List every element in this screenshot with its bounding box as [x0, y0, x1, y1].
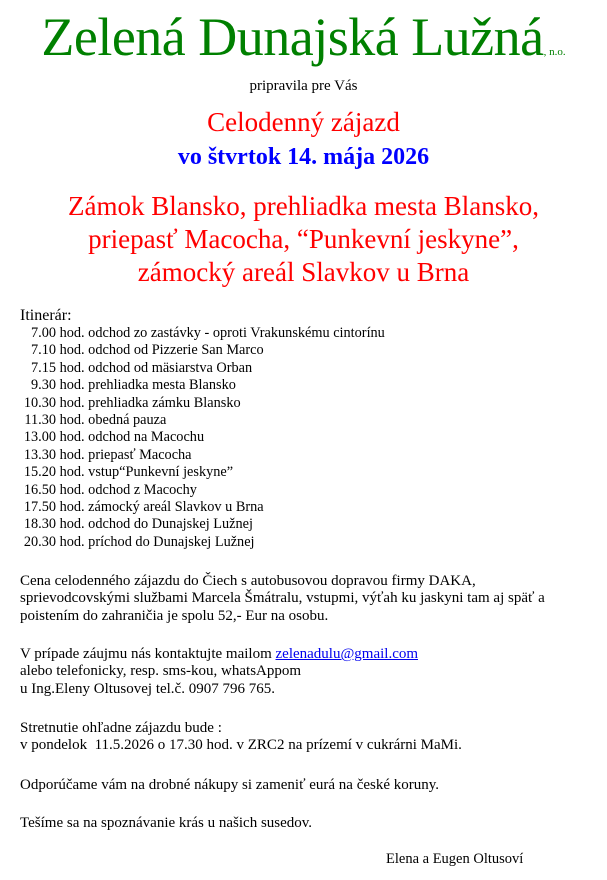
itinerary-time: 17.50	[23, 499, 56, 516]
itinerary-time: 7.10	[30, 342, 56, 359]
itinerary-item	[20, 482, 605, 499]
itinerary-text: hod. priepasť Macocha	[59, 446, 192, 463]
itinerary-item	[20, 464, 605, 481]
itinerary-text: hod. vstup“Punkevní jeskyne”	[59, 464, 234, 481]
itinerary-text: hod. obedná pauza	[59, 412, 167, 429]
itinerary-time: 13.00	[23, 429, 56, 446]
email-link[interactable]: zelenadulu@gmail.com	[275, 646, 419, 662]
itinerary-text: hod. odchod od mäsiarstva Orban	[59, 359, 253, 376]
meeting-details: v pondelok 11.5.2026 o 17.30 hod. v ZRC2 na prízemí v cukrárni MaMi.	[20, 737, 462, 754]
itinerary-text: hod. odchod do Dunajskej Lužnej	[59, 516, 253, 533]
price-line: Cena celodenného zájazdu do Čiech s autobusovou dopravou firmy DAKA,	[20, 573, 476, 589]
itinerary-text: hod. odchod na Macochu	[59, 429, 205, 446]
itinerary-label: Itinerár:	[20, 307, 72, 324]
itinerary-text: hod. prehliadka mesta Blansko	[59, 377, 236, 394]
itinerary-time: 16.50	[23, 481, 56, 498]
itinerary-text: hod. prehliadka zámku Blansko	[59, 394, 241, 411]
itinerary-time: 11.30	[24, 412, 56, 429]
itinerary-item	[20, 412, 605, 429]
itinerary-item	[20, 342, 605, 359]
itinerary-time: 13.30	[23, 446, 56, 463]
itinerary-item	[20, 447, 605, 464]
itinerary-item	[20, 395, 605, 412]
itinerary-item	[20, 377, 605, 394]
itinerary-time: 15.20	[23, 464, 56, 481]
contact-intro: V prípade záujmu nás kontaktujte mailom	[20, 646, 276, 662]
itinerary-text: hod. zámocký areál Slavkov u Brna	[59, 499, 264, 516]
itinerary-section	[20, 307, 605, 551]
advice-paragraph: Odporúčame vám na drobné nákupy si zameniť eurá na české koruny.	[20, 777, 440, 793]
destinations-heading	[0, 190, 607, 289]
itinerary-time: 7.15	[30, 359, 56, 376]
trip-type-heading: Celodenný zájazd	[207, 107, 400, 137]
trip-date-heading: vo štvrtok 14. mája 2026	[177, 144, 430, 170]
itinerary-text: hod. odchod z Macochy	[59, 481, 197, 498]
price-line: sprievodcovskými službami Marcela Šmátralu, vstupmi, výťah ku jaskyni tam aj späť a	[20, 590, 545, 607]
destination-line: priepasť Macocha, “Punkevní jeskyne”,	[88, 224, 519, 254]
itinerary-time: 20.30	[23, 533, 56, 550]
itinerary-item	[20, 429, 605, 446]
organization-name: Zelená Dunajská Lužná	[41, 7, 544, 67]
itinerary-time: 7.00	[30, 325, 56, 341]
price-paragraph	[20, 573, 605, 625]
itinerary-item	[20, 499, 605, 516]
itinerary-time: 18.30	[23, 516, 56, 533]
price-line: poistením do zahraničia je spolu 52,- Eur na osobu.	[20, 607, 329, 624]
destination-line: Zámok Blansko, prehliadka mesta Blansko,	[68, 191, 539, 221]
contact-line-email	[20, 646, 605, 663]
prepared-for-text: pripravila pre Vás	[249, 78, 358, 94]
meeting-line: Stretnutie ohľadne zájazdu bude :	[20, 720, 222, 736]
itinerary-text: hod. odchod od Pizzerie San Marco	[59, 342, 264, 359]
itinerary-item	[20, 516, 605, 533]
itinerary-text: hod. príchod do Dunajskej Lužnej	[59, 533, 255, 550]
contact-line-phone-methods: alebo telefonicky, resp. sms-kou, whatsAppom	[20, 663, 302, 680]
itinerary-time: 9.30	[30, 377, 56, 394]
itinerary-item	[20, 325, 605, 342]
organization-header	[0, 6, 607, 68]
meeting-paragraph	[20, 720, 605, 755]
closing-paragraph: Tešíme sa na spoznávanie krás u našich susedov.	[20, 815, 313, 831]
contact-line-phone: u Ing.Eleny Oltusovej tel.č. 0907 796 765.	[20, 680, 275, 697]
organization-suffix: , n.o.	[543, 46, 566, 58]
destination-line: zámocký areál Slavkov u Brna	[137, 257, 470, 287]
itinerary-item	[20, 360, 605, 377]
signature: Elena a Eugen Oltusoví	[386, 851, 524, 867]
contact-paragraph	[20, 646, 605, 698]
itinerary-text: hod. odchod zo zastávky - oproti Vrakunskému cintorínu	[59, 325, 385, 341]
itinerary-time: 10.30	[23, 394, 56, 411]
itinerary-item	[20, 534, 605, 551]
